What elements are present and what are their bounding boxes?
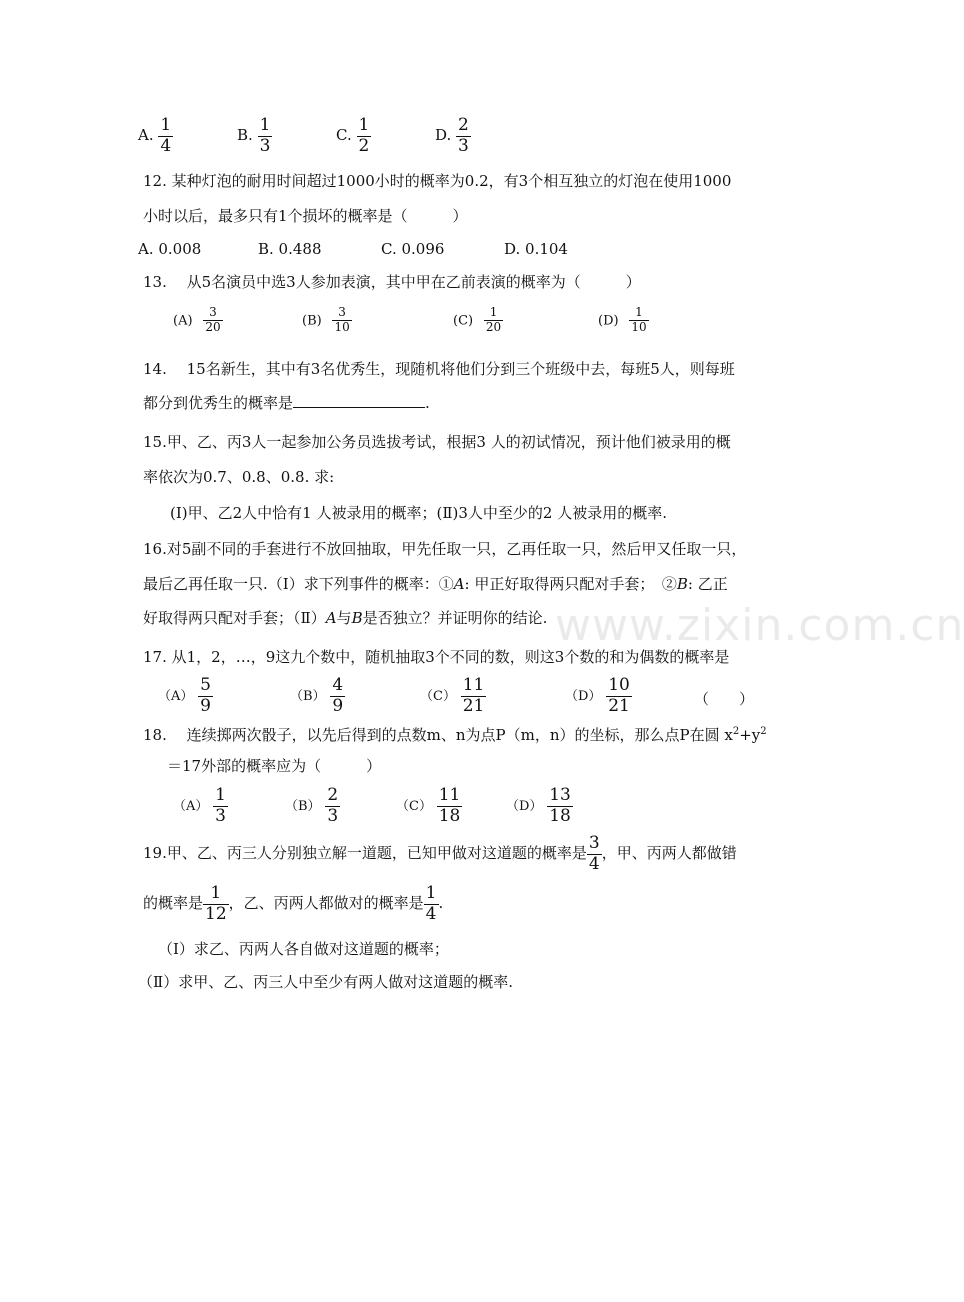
fraction: $\frac{1}{4}$ bbox=[160, 115, 172, 156]
q17-line1: 17. 从1，2，…，9这九个数中，随机抽取3个不同的数，则这3个数的和为偶数的概率是 bbox=[143, 648, 730, 666]
option-label: B. bbox=[237, 126, 253, 145]
option-label: （B） bbox=[290, 689, 326, 705]
q13-option-a bbox=[173, 306, 223, 335]
q12-option-b: B. 0.488 bbox=[258, 240, 322, 258]
q13-option-c bbox=[453, 306, 503, 335]
q17-option-b bbox=[290, 676, 345, 716]
q13-option-d bbox=[598, 306, 649, 335]
watermark: www.zixin.com.cn bbox=[555, 600, 964, 651]
q19-line4: （Ⅱ）求甲、乙、丙三人中至少有两人做对这道题的概率. bbox=[138, 973, 513, 991]
q13-option-b bbox=[302, 306, 352, 335]
q17-answer-paren: （ ） bbox=[694, 690, 755, 708]
option-label: D. bbox=[435, 126, 452, 145]
q19-text: 的概率是 bbox=[143, 894, 204, 913]
q15-line3: (Ⅰ)甲、乙2人中恰有1 人被录用的概率；(Ⅱ)3人中至少的2 人被录用的概率. bbox=[170, 504, 668, 522]
q16-text: 好取得两只配对手套；（Ⅱ） bbox=[143, 609, 326, 627]
fraction: $\frac{5}{9}$ bbox=[200, 675, 211, 716]
q12-option-c: C. 0.096 bbox=[381, 240, 445, 258]
fraction: $\frac{2}{3}$ bbox=[458, 115, 469, 156]
q13-line1: 13. 从5名演员中选3人参加表演，其中甲在乙前表演的概率为（ ） bbox=[143, 273, 641, 291]
event-a: A bbox=[325, 609, 337, 627]
q19-line3: （Ⅰ）求乙、丙两人各自做对这道题的概率； bbox=[158, 940, 449, 958]
option-label: (B) bbox=[302, 313, 322, 329]
event-b: B bbox=[676, 575, 688, 593]
q15-line1: 15.甲、乙、丙3人一起参加公务员选拔考试，根据3 人的初试情况，预计他们被录用的概 bbox=[143, 433, 731, 451]
option-label: （C） bbox=[396, 799, 432, 815]
q18-option-b bbox=[285, 786, 340, 826]
fraction: $\frac{13}{18}$ bbox=[549, 785, 571, 826]
q16-text: 是否独立？并证明你的结论. bbox=[362, 609, 548, 627]
q17-option-a bbox=[158, 676, 213, 716]
q18-option-a bbox=[173, 786, 228, 826]
option-label: (D) bbox=[598, 313, 619, 329]
q18-line1 bbox=[143, 724, 767, 745]
q14-text: 都分到优秀生的概率是 bbox=[143, 394, 294, 412]
q18-option-c bbox=[396, 786, 462, 826]
q18-line2: ＝17外部的概率应为（ ） bbox=[167, 757, 382, 775]
q18-text: 18. 连续掷两次骰子，以先后得到的点数m、n为点P（m，n）的坐标，那么点P在圆 x bbox=[143, 726, 733, 744]
q14-line2 bbox=[143, 392, 430, 413]
q19-line1 bbox=[143, 834, 737, 874]
q16-text: : 甲正好取得两只配对手套； ② bbox=[464, 575, 677, 593]
q17-option-c bbox=[420, 676, 486, 716]
option-label: （C） bbox=[420, 689, 456, 705]
fraction: $\frac{1}{10}$ bbox=[631, 305, 647, 334]
option-label: （B） bbox=[285, 799, 321, 815]
q11-option-a bbox=[138, 116, 173, 156]
q12-line1: 12. 某种灯泡的耐用时间超过1000小时的概率为0.2，有3个相互独立的灯泡在使用1000 bbox=[143, 172, 732, 190]
q12-line2: 小时以后，最多只有1个损坏的概率是（ ） bbox=[143, 207, 468, 225]
q15-line2: 率依次为0.7、0.8、0.8. 求: bbox=[143, 468, 335, 486]
option-label: A. bbox=[138, 126, 154, 145]
q17-option-d bbox=[565, 676, 632, 716]
event-b: B bbox=[351, 609, 363, 627]
q19-text: . bbox=[438, 894, 444, 913]
q11-option-d bbox=[435, 116, 471, 156]
q19-text: ，乙、丙两人都做对的概率是 bbox=[228, 894, 424, 913]
q19-text: 19.甲、乙、丙三人分别独立解一道题，已知甲做对这道题的概率是 bbox=[143, 844, 587, 863]
q16-text: 最后乙再任取一只.（Ⅰ）求下列事件的概率：① bbox=[143, 575, 454, 593]
q12-option-a: A. 0.008 bbox=[138, 240, 202, 258]
q19-line2 bbox=[143, 884, 443, 924]
fraction: $\frac{1}{4}$ bbox=[425, 883, 437, 924]
answer-blank bbox=[293, 393, 425, 408]
fraction: $\frac{4}{9}$ bbox=[332, 675, 344, 716]
option-label: (C) bbox=[453, 313, 474, 329]
option-label: （D） bbox=[565, 689, 602, 705]
q11-option-b bbox=[237, 116, 272, 156]
q16-line3 bbox=[143, 607, 547, 628]
q12-option-d: D. 0.104 bbox=[504, 240, 568, 258]
q16-line1: 16.对5副不同的手套进行不放回抽取，甲先任取一只，乙再任取一只，然后甲又任取一只， bbox=[143, 540, 747, 558]
fraction: $\frac{1}{3}$ bbox=[259, 115, 271, 156]
option-label: （A） bbox=[173, 799, 209, 815]
fraction: $\frac{1}{2}$ bbox=[358, 115, 370, 156]
q14-line1: 14. 15名新生，其中有3名优秀生，现随机将他们分到三个班级中去，每班5人，则每班 bbox=[143, 360, 735, 378]
q16-text: : 乙正 bbox=[687, 575, 728, 593]
q11-option-c bbox=[336, 116, 371, 156]
q14-period: . bbox=[425, 394, 430, 412]
q16-line2 bbox=[143, 573, 728, 594]
fraction: $\frac{1}{3}$ bbox=[215, 785, 226, 826]
fraction: $\frac{3}{20}$ bbox=[205, 305, 221, 334]
event-a: A bbox=[453, 575, 465, 593]
fraction: $\frac{3}{4}$ bbox=[588, 833, 600, 874]
option-label: （D） bbox=[506, 799, 543, 815]
q18-text: +y bbox=[739, 726, 761, 744]
fraction: $\frac{2}{3}$ bbox=[327, 785, 339, 826]
option-label: （A） bbox=[158, 689, 194, 705]
fraction: $\frac{1}{20}$ bbox=[485, 305, 502, 334]
q19-text: ，甲、丙两人都做错 bbox=[601, 844, 737, 863]
fraction: $\frac{11}{18}$ bbox=[438, 785, 461, 826]
fraction: $\frac{10}{21}$ bbox=[608, 675, 630, 716]
exponent: 2 bbox=[760, 726, 767, 737]
fraction: $\frac{11}{21}$ bbox=[462, 675, 485, 716]
q16-text: 与 bbox=[336, 609, 352, 627]
option-label: C. bbox=[336, 126, 352, 145]
fraction: $\frac{3}{10}$ bbox=[334, 305, 350, 334]
option-label: (A) bbox=[173, 313, 193, 329]
fraction: $\frac{1}{12}$ bbox=[205, 883, 227, 924]
q18-option-d bbox=[506, 786, 573, 826]
exponent: 2 bbox=[732, 726, 740, 737]
